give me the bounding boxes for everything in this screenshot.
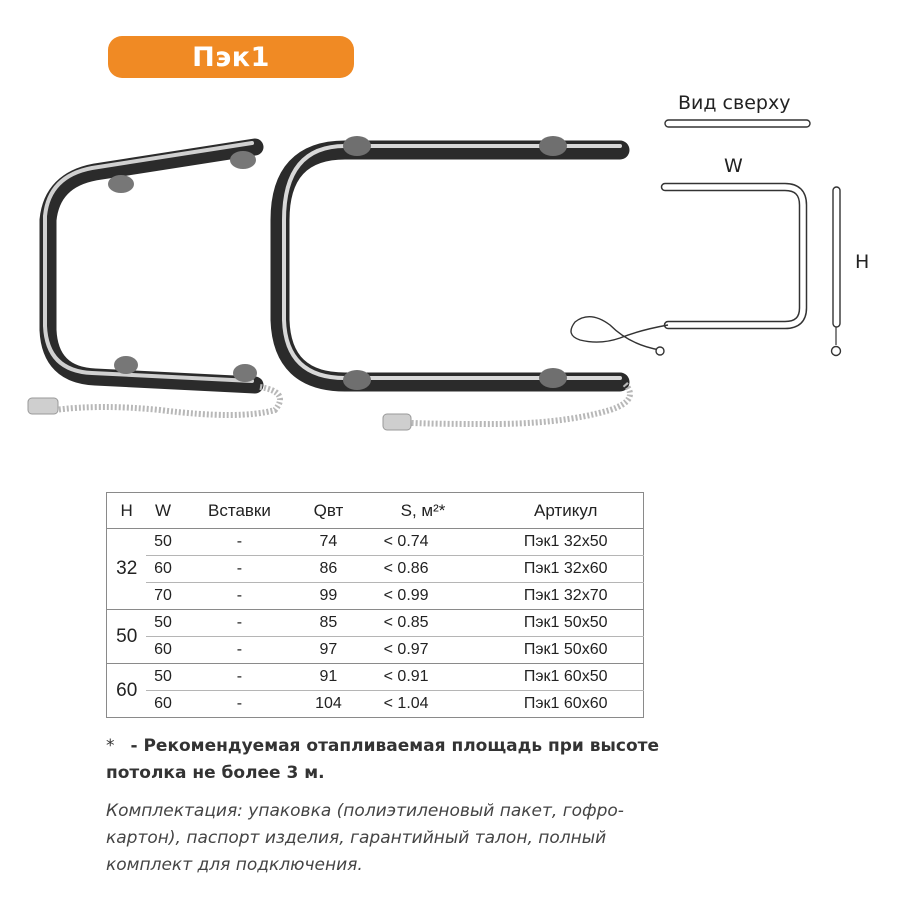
column-header-inserts: Вставки: [180, 493, 300, 529]
footnote-text: - Рекомендуемая отапливаемая площадь при высоте потолка не более 3 м.: [106, 736, 660, 783]
column-header-w: W: [146, 493, 179, 529]
inserts-cell: -: [180, 583, 300, 610]
table-row: [107, 556, 644, 583]
area-cell: < 0.74: [358, 529, 489, 556]
table-row: [107, 583, 644, 610]
article-cell: Пэк1 32х70: [488, 583, 643, 610]
height-cell: 32: [107, 529, 147, 610]
article-cell: Пэк1 32х60: [488, 556, 643, 583]
power-cell: 74: [299, 529, 357, 556]
area-footnote: [106, 733, 666, 787]
towel-warmer-photo-angled: [28, 143, 280, 415]
article-cell: Пэк1 50х60: [488, 637, 643, 664]
power-cell: 97: [299, 637, 357, 664]
table-row: [107, 691, 644, 718]
height-dimension-label: H: [855, 251, 870, 273]
column-header-power: Qвт: [299, 493, 357, 529]
table-row: [107, 610, 644, 637]
width-cell: 50: [146, 529, 179, 556]
side-view-diagram: [832, 187, 841, 356]
article-cell: Пэк1 60х60: [488, 691, 643, 718]
area-cell: < 0.97: [358, 637, 489, 664]
width-cell: 60: [146, 637, 179, 664]
width-cell: 60: [146, 556, 179, 583]
package-contents-text: Комплектация: упаковка (полиэтиленовый пакет, гофро-картон), паспорт изделия, гарантийный талон, полный комплект для подключения.: [106, 801, 624, 875]
top-view-label: Вид сверху: [678, 92, 791, 114]
width-cell: 60: [146, 691, 179, 718]
power-cell: 91: [299, 664, 357, 691]
area-cell: < 1.04: [358, 691, 489, 718]
column-header-h: H: [107, 493, 147, 529]
towel-warmer-photo-front: [280, 136, 630, 430]
height-cell: 50: [107, 610, 147, 664]
table-row: [107, 637, 644, 664]
article-cell: Пэк1 60х50: [488, 664, 643, 691]
article-cell: Пэк1 32х50: [488, 529, 643, 556]
inserts-cell: -: [180, 637, 300, 664]
width-cell: 50: [146, 664, 179, 691]
width-cell: 50: [146, 610, 179, 637]
top-view-diagram: [665, 120, 810, 127]
column-header-article: Артикул: [488, 493, 643, 529]
width-dimension-label: W: [724, 155, 743, 177]
area-cell: < 0.86: [358, 556, 489, 583]
power-cell: 104: [299, 691, 357, 718]
inserts-cell: -: [180, 610, 300, 637]
table-header-row: [107, 493, 644, 529]
power-cell: 99: [299, 583, 357, 610]
table-row: [107, 664, 644, 691]
inserts-cell: -: [180, 529, 300, 556]
height-cell: 60: [107, 664, 147, 718]
width-cell: 70: [146, 583, 179, 610]
inserts-cell: -: [180, 556, 300, 583]
article-cell: Пэк1 50х50: [488, 610, 643, 637]
area-cell: < 0.99: [358, 583, 489, 610]
front-view-diagram: [571, 187, 803, 355]
inserts-cell: -: [180, 691, 300, 718]
area-cell: < 0.85: [358, 610, 489, 637]
area-cell: < 0.91: [358, 664, 489, 691]
specs-table: [106, 492, 644, 718]
product-title: Пэк1: [192, 41, 270, 73]
column-header-area: S, м²*: [358, 493, 489, 529]
power-cell: 86: [299, 556, 357, 583]
footnote-mark: *: [106, 736, 115, 756]
table-row: [107, 529, 644, 556]
power-cell: 85: [299, 610, 357, 637]
inserts-cell: -: [180, 664, 300, 691]
